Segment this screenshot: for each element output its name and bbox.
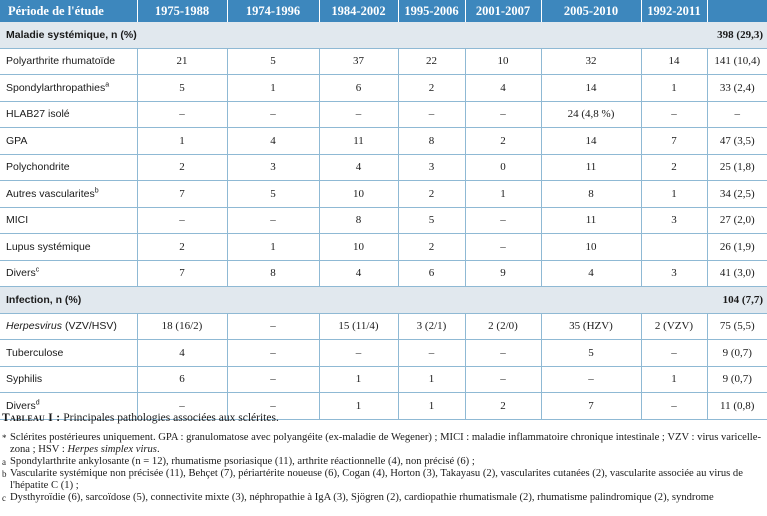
table-cell: 2	[465, 393, 541, 420]
table-cell: 11	[319, 128, 398, 155]
row-label-text: Divers	[6, 399, 36, 412]
column-header: 1974-1996	[227, 0, 319, 22]
table-cell: 1	[319, 366, 398, 393]
table-cell: 4	[319, 260, 398, 287]
footnote-text: Dysthyroïdie (6), sarcoïdose (5), connectivite mixte (3), néphropathie à IgA (3), Sjögren (2), cardiopathie rhumatismale (2), rhumatisme palindromique (2), syndrome	[10, 492, 714, 503]
table-cell: –	[641, 101, 707, 128]
table-cell: 14	[641, 48, 707, 75]
table-cell: –	[227, 340, 319, 367]
table-row	[0, 260, 767, 287]
table-body	[0, 22, 767, 419]
table-row	[0, 340, 767, 367]
row-label-text: Syphilis	[6, 373, 43, 386]
table-cell: 2	[398, 181, 465, 208]
row-label-text: Divers	[6, 267, 36, 280]
column-header: 1975-1988	[137, 0, 227, 22]
row-label-text: Lupus systémique	[6, 240, 91, 253]
table-cell: 75 (5,5)	[707, 313, 767, 340]
table-row	[0, 75, 767, 102]
table-cell: 18 (16/2)	[137, 313, 227, 340]
table-row	[0, 181, 767, 208]
table-row	[0, 313, 767, 340]
table-cell: 5	[398, 207, 465, 234]
table-cell: –	[319, 101, 398, 128]
table-cell: 33 (2,4)	[707, 75, 767, 102]
column-header: 1984-2002	[319, 0, 398, 22]
table-row	[0, 48, 767, 75]
footnote	[2, 492, 764, 504]
footnote	[2, 468, 764, 492]
caption-label: Tableau I :	[2, 412, 61, 424]
table-cell: 5	[541, 340, 641, 367]
row-label-text: Polychondrite	[6, 161, 70, 174]
table-row	[0, 366, 767, 393]
footnote-tail: .	[156, 444, 160, 455]
table-cell: 2 (VZV)	[641, 313, 707, 340]
table-cell: 9 (0,7)	[707, 366, 767, 393]
row-label	[0, 340, 137, 367]
table-cell: 4	[319, 154, 398, 181]
table-cell	[641, 234, 707, 261]
table-row	[0, 128, 767, 155]
table-cell: –	[227, 207, 319, 234]
column-header: 1992-2011	[641, 0, 707, 22]
table-cell: 11	[541, 154, 641, 181]
column-header: 2001-2007	[465, 0, 541, 22]
table-cell: 5	[227, 48, 319, 75]
table-cell: 10	[319, 234, 398, 261]
footnote	[2, 456, 764, 468]
table-cell: 2	[398, 234, 465, 261]
table-cell: –	[227, 393, 319, 420]
table-cell: 37	[319, 48, 398, 75]
row-label	[0, 234, 137, 261]
section-total: 104 (7,7)	[707, 287, 767, 314]
table-cell: 7	[137, 260, 227, 287]
table-cell: 1	[641, 366, 707, 393]
table-caption	[2, 412, 764, 424]
footnote-italic: Herpes simplex virus	[67, 444, 157, 455]
footnote-text: Spondylarthrite ankylosante (n = 12), rhumatisme psoriasique (11), arthrite réactionnelle (4), non précisé (6) ;	[10, 456, 475, 467]
row-label-text: Tuberculose	[6, 346, 64, 359]
row-label	[0, 48, 137, 75]
row-label	[0, 181, 137, 208]
caption-text: Principales pathologies associées aux sclérites.	[60, 412, 279, 424]
footnote	[2, 432, 764, 456]
table-cell: –	[465, 234, 541, 261]
table-cell: –	[227, 101, 319, 128]
table-cell: 8	[227, 260, 319, 287]
table-cell: 7	[137, 181, 227, 208]
table-cell: 3	[227, 154, 319, 181]
table-cell: 34 (2,5)	[707, 181, 767, 208]
table-cell: 141 (10,4)	[707, 48, 767, 75]
footnote-marker: *	[2, 433, 7, 443]
row-label	[0, 207, 137, 234]
table-cell: 14	[541, 75, 641, 102]
section-label: Maladie systémique, n (%)	[0, 22, 707, 48]
table-cell: 2	[137, 154, 227, 181]
table-cell: 4	[465, 75, 541, 102]
footnote-marker: c	[2, 493, 6, 503]
row-label	[0, 260, 137, 287]
table-cell: –	[319, 340, 398, 367]
table-cell: –	[398, 101, 465, 128]
table-cell: 9	[465, 260, 541, 287]
table-cell: 0	[465, 154, 541, 181]
column-header: 1995-2006	[398, 0, 465, 22]
table-cell: 26 (1,9)	[707, 234, 767, 261]
table-cell: 8	[541, 181, 641, 208]
table-row	[0, 234, 767, 261]
table-cell: 27 (2,0)	[707, 207, 767, 234]
table-cell: 3 (2/1)	[398, 313, 465, 340]
row-label	[0, 101, 137, 128]
table-cell: 25 (1,8)	[707, 154, 767, 181]
table-cell: 10	[319, 181, 398, 208]
column-header	[707, 0, 767, 22]
table-cell: –	[465, 101, 541, 128]
row-label-text: MICI	[6, 214, 29, 227]
table-cell: 8	[319, 207, 398, 234]
table-cell: 7	[641, 128, 707, 155]
section-label: Infection, n (%)	[0, 287, 707, 314]
table-cell: 7	[541, 393, 641, 420]
row-label-text: Spondylarthropathies	[6, 81, 106, 94]
table-cell: 8	[398, 128, 465, 155]
table-cell: –	[641, 340, 707, 367]
table-cell: 35 (HZV)	[541, 313, 641, 340]
table-cell: 3	[398, 154, 465, 181]
table-cell: 1	[227, 75, 319, 102]
table-row	[0, 101, 767, 128]
row-label-text: Autres vascularites	[6, 187, 95, 200]
table-cell: 4	[541, 260, 641, 287]
table-cell: –	[227, 366, 319, 393]
column-header: 2005-2010	[541, 0, 641, 22]
footnote-text: Vascularite systémique non précisée (11), Behçet (7), périartérite noueuse (6), Cogan (4), Horton (3), Takayasu (2), vascularites cutanées (2), vascularite associée au virus de l'hépatite C (1) ;	[10, 468, 743, 491]
footnotes	[2, 432, 764, 504]
row-label-suffix: (VZV/HSV)	[62, 320, 117, 333]
table-cell: 2	[465, 128, 541, 155]
header-row	[0, 0, 767, 22]
table-cell: 1	[137, 128, 227, 155]
table-row	[0, 154, 767, 181]
section-total: 398 (29,3)	[707, 22, 767, 48]
table-cell: –	[707, 101, 767, 128]
row-label	[0, 366, 137, 393]
table-cell: 1	[398, 393, 465, 420]
table-cell: 1	[465, 181, 541, 208]
row-label	[0, 128, 137, 155]
table-cell: 3	[641, 207, 707, 234]
footnote-marker: b	[94, 187, 99, 195]
table-cell: 1	[319, 393, 398, 420]
table-cell: 2	[398, 75, 465, 102]
table-cell: 6	[319, 75, 398, 102]
table-cell: 4	[137, 340, 227, 367]
table-cell: 11 (0,8)	[707, 393, 767, 420]
table-cell: 2	[641, 154, 707, 181]
section-row	[0, 22, 767, 48]
table-cell: 5	[227, 181, 319, 208]
row-label-text: GPA	[6, 134, 28, 147]
row-label-text: Polyarthrite rhumatoïde	[6, 55, 116, 68]
table-row	[0, 207, 767, 234]
table-cell: 32	[541, 48, 641, 75]
table-cell: 14	[541, 128, 641, 155]
footnote-marker: a	[105, 81, 110, 89]
table-cell: 3	[641, 260, 707, 287]
table-cell: 2 (2/0)	[465, 313, 541, 340]
table-cell: 1	[227, 234, 319, 261]
table-cell: 22	[398, 48, 465, 75]
row-label	[0, 313, 137, 340]
table-cell: –	[541, 366, 641, 393]
table-cell: –	[137, 207, 227, 234]
table-cell: 10	[541, 234, 641, 261]
table-cell: 6	[137, 366, 227, 393]
row-label	[0, 75, 137, 102]
table-cell: –	[465, 340, 541, 367]
table-cell: –	[137, 393, 227, 420]
table-cell: 1	[641, 75, 707, 102]
table-cell: 41 (3,0)	[707, 260, 767, 287]
table-cell: 11	[541, 207, 641, 234]
row-label	[0, 154, 137, 181]
table-cell: 5	[137, 75, 227, 102]
footnote-text: Sclérites postérieures uniquement. GPA : granulomatose avec polyangéite (ex-maladie de Wegener) ; MICI : maladie inflammatoire chronique intestinale ; VZV : virus varicelle-zona ; HSV :	[10, 432, 761, 455]
table-cell: –	[137, 101, 227, 128]
table-cell: 6	[398, 260, 465, 287]
table-cell: 21	[137, 48, 227, 75]
table-cell: –	[641, 393, 707, 420]
table-cell: –	[465, 366, 541, 393]
row-label-text: HLAB27 isolé	[6, 108, 70, 121]
table-cell: –	[398, 340, 465, 367]
table-cell: –	[227, 313, 319, 340]
table-cell: –	[465, 207, 541, 234]
table-cell: 47 (3,5)	[707, 128, 767, 155]
footnote-marker: a	[2, 457, 6, 467]
row-label-text: Herpesvirus	[6, 320, 63, 333]
table-cell: 2	[137, 234, 227, 261]
table-cell: 24 (4,8 %)	[541, 101, 641, 128]
footnote-marker: b	[2, 469, 7, 479]
table-cell: 1	[641, 181, 707, 208]
footnote-marker: c	[35, 266, 40, 274]
table-cell: 9 (0,7)	[707, 340, 767, 367]
section-row	[0, 287, 767, 314]
column-header: Période de l'étude	[0, 0, 137, 22]
table-cell: 1	[398, 366, 465, 393]
table-cell: 4	[227, 128, 319, 155]
table-cell: 10	[465, 48, 541, 75]
footnote-marker: d	[35, 399, 40, 407]
table-cell: 15 (11/4)	[319, 313, 398, 340]
